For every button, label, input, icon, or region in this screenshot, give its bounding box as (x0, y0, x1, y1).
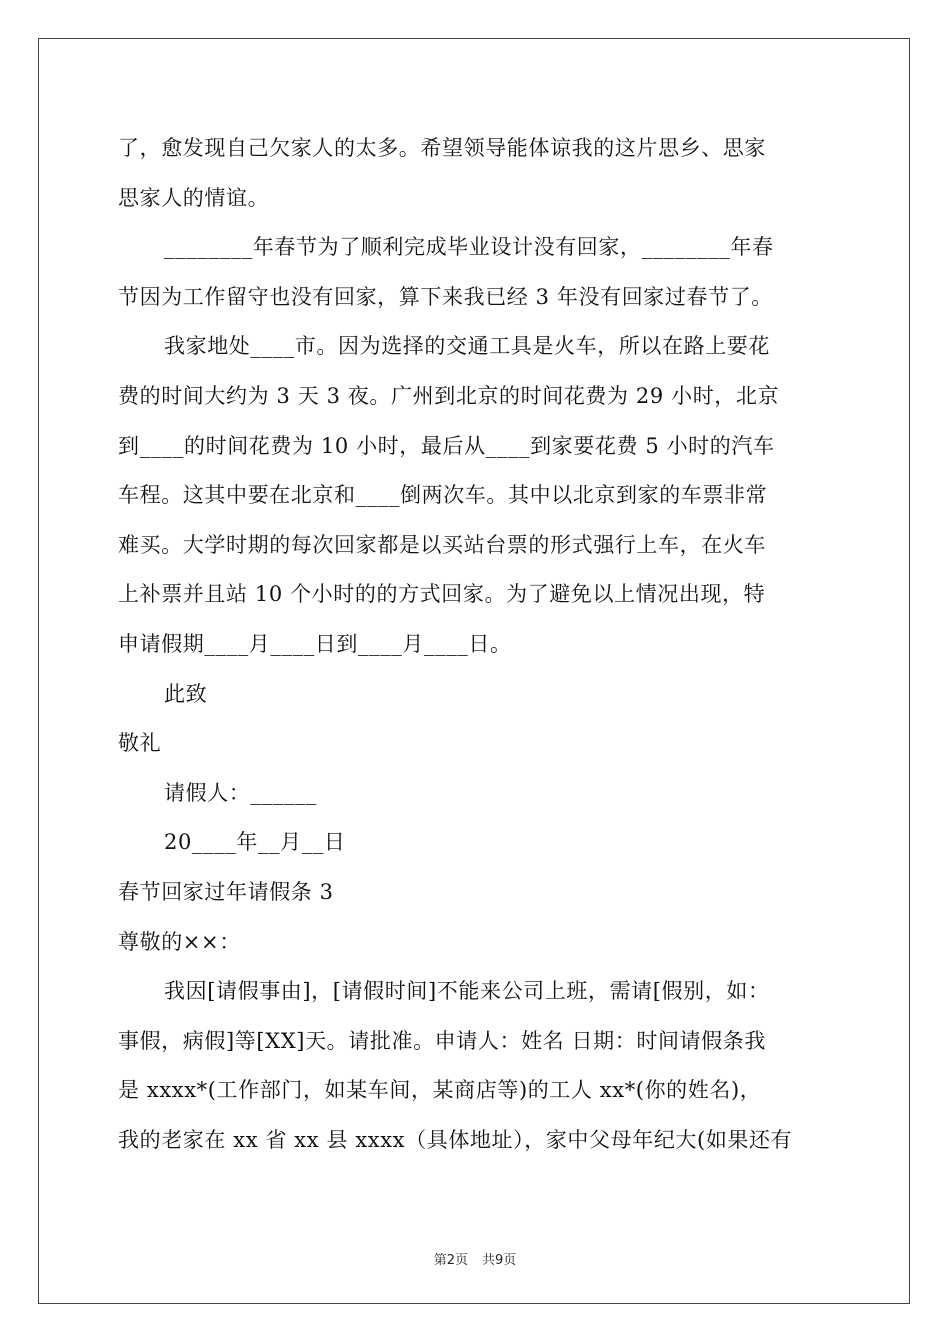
text-line: 节因为工作留守也没有回家，算下来我已经 3 年没有回家过春节了。 (118, 284, 773, 309)
text-line: 难买。大学时期的每次回家都是以买站台票的形式强行上车，在火车 (118, 532, 766, 557)
closing-regards: 敬礼 (118, 731, 162, 756)
text-line: 我家地处____市。因为选择的交通工具是火车，所以在路上要花 (164, 334, 770, 359)
text-line: 费的时间大约为 3 天 3 夜。广州到北京的时间花费为 29 小时，北京 (118, 383, 780, 408)
document-body (118, 124, 838, 1165)
total-pages: 共9页 (482, 1253, 517, 1268)
text-line: 我的老家在 xx 省 xx 县 xxxx（具体地址），家中父母年纪大(如果还有 (118, 1127, 793, 1152)
text-line: 是 xxxx*(工作部门，如某车间，某商店等)的工人 xx*(你的姓名)， (118, 1078, 762, 1103)
text-line: 事假，病假]等[XX]天。请批准。申请人：姓名 日期：时间请假条我 (118, 1028, 766, 1053)
text-line: 思家人的情谊。 (118, 185, 270, 210)
text-line: 上补票并且站 10 个小时的的方式回家。为了避免以上情况出现，特 (118, 582, 766, 607)
text-line: 车程。这其中要在北京和____倒两次车。其中以北京到家的车票非常 (118, 483, 768, 508)
closing-salutation: 此致 (164, 681, 208, 706)
date-line: 20____年__月__日 (164, 830, 346, 855)
page-footer (0, 1249, 950, 1268)
text-line: 申请假期____月____日到____月____日。 (118, 631, 512, 656)
text-line: ________年春节为了顺利完成毕业设计没有回家，________年春 (164, 235, 774, 260)
section-heading: 春节回家过年请假条 3 (118, 879, 334, 904)
text-line: 了，愈发现自己欠家人的太多。希望领导能体谅我的这片思乡、思家 (118, 136, 766, 160)
applicant-signature-line: 请假人：______ (164, 780, 317, 805)
current-page-number: 第2页 (433, 1253, 468, 1268)
text-line: 我因[请假事由]，[请假时间]不能来公司上班，需请[假别，如： (164, 979, 770, 1004)
text-line: 到____的时间花费为 10 小时，最后从____到家要花费 5 小时的汽车 (118, 433, 775, 458)
letter-greeting: 尊敬的××： (118, 929, 241, 954)
